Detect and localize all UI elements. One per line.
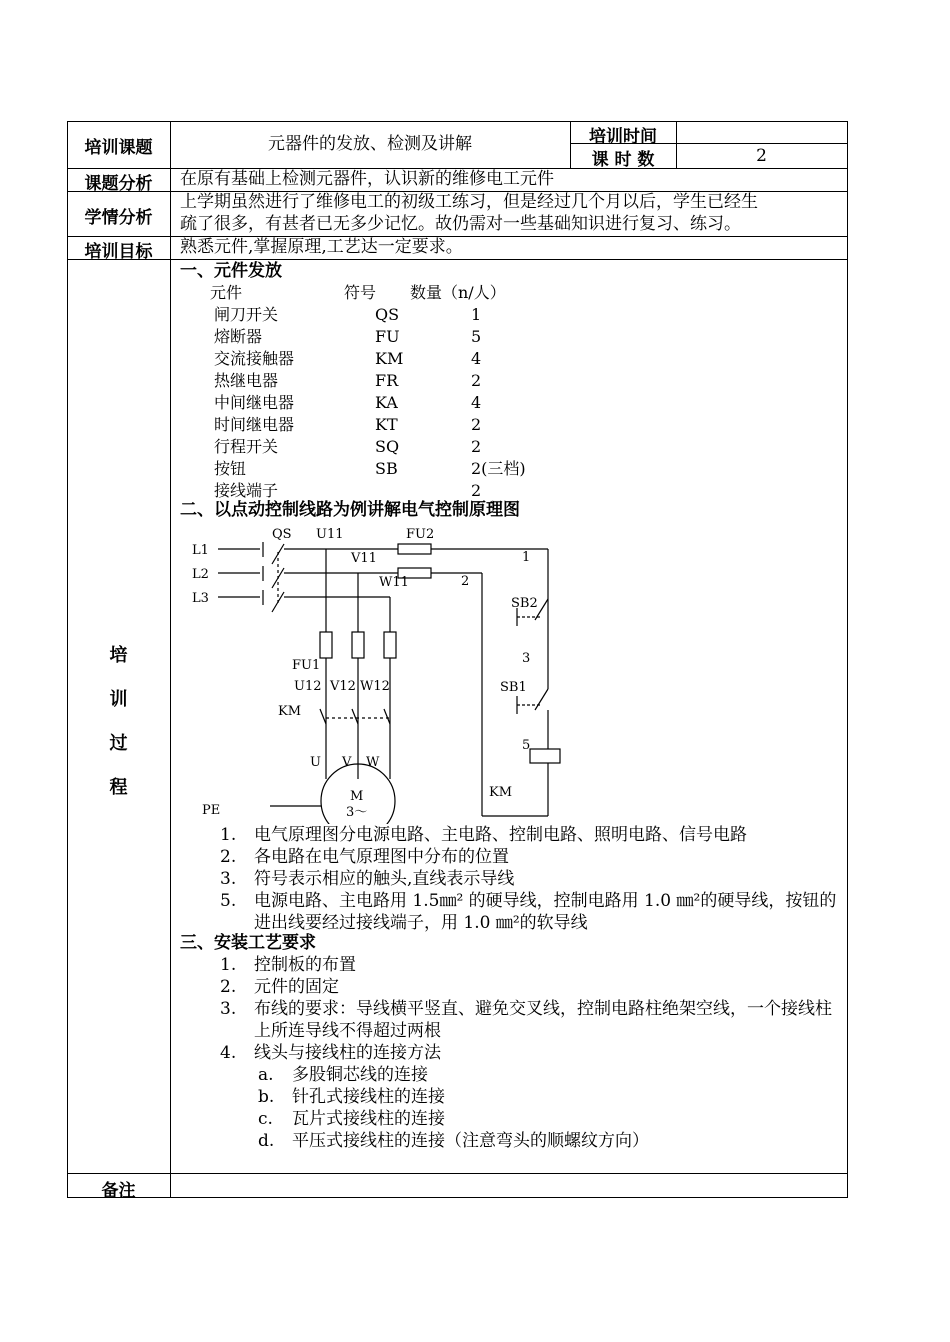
component-qty: 2(三档) [471,459,526,478]
list-item-text: 电气原理图分电源电路、主电路、控制电路、照明电路、信号电路 [254,825,747,845]
label-motor-m: M [350,789,364,804]
component-symbol: QS [375,305,400,324]
topic-label: 培训课题 [84,138,153,158]
label-pe: PE [202,803,221,818]
analysis-label: 课题分析 [84,174,153,194]
component-name: 熔断器 [214,327,263,346]
list-item-text: 针孔式接线柱的连接 [292,1087,445,1107]
list-item-text: 瓦片式接线柱的连接 [292,1109,445,1129]
component-symbol: SB [375,459,398,478]
label-motor-3: 3～ [346,805,368,820]
goal-text: 熟悉元件,掌握原理,工艺达一定要求。 [180,237,463,257]
hours-label: 课 时 数 [591,150,655,170]
analysis-text: 在原有基础上检测元器件，认识新的维修电工元件 [180,169,554,189]
label-u12: U12 [294,679,322,694]
component-qty: 4 [471,349,482,368]
list-item-number: 1. [220,955,237,975]
process-label-char: 过 [109,733,128,754]
component-name: 交流接触器 [214,349,295,368]
training-time-label: 培训时间 [589,127,657,147]
component-qty: 2 [471,437,482,456]
component-name: 中间继电器 [214,393,295,412]
label-n1: 1 [522,550,531,565]
component-symbol: FU [375,327,400,346]
section1-title: 一、元件发放 [180,261,282,281]
component-name: 行程开关 [214,437,279,456]
remarks-label: 备注 [101,1181,136,1201]
label-w12: W12 [360,679,390,694]
component-name: 时间继电器 [214,415,295,434]
list-item-number: 1. [220,825,237,845]
component-qty: 5 [471,327,482,346]
list-item-text: 各电路在电气原理图中分布的位置 [254,847,509,867]
list-item-number: c. [258,1109,273,1129]
header-symbol: 符号 [344,283,377,302]
component-symbol: FR [375,371,399,390]
label-qs: QS [272,527,292,542]
list-item-number: d. [258,1131,275,1151]
section2-title: 二、以点动控制线路为例讲解电气控制原理图 [180,500,520,520]
topic-value: 元器件的发放、检测及讲解 [268,134,472,154]
list-item-number: 3. [220,869,237,889]
list-item-text: 多股铜芯线的连接 [292,1065,428,1085]
component-symbol: KA [375,393,398,412]
label-l1: L1 [192,543,209,558]
component-qty: 2 [471,481,482,500]
list-item-number: 2. [220,847,237,867]
label-n2: 2 [461,574,470,589]
section3-title: 三、安装工艺要求 [180,933,316,953]
list-item-number: b. [258,1087,275,1107]
label-v: V [342,755,352,770]
label-fu2: FU2 [406,527,435,542]
diagram-contacts [320,599,548,749]
component-qty: 4 [471,393,482,412]
list-item-number: a. [258,1065,274,1085]
list-item-text: 元件的固定 [254,977,339,997]
component-qty: 2 [471,415,482,434]
list-item-number: 2. [220,977,237,997]
list-item-text: 布线的要求：导线横平竖直、避免交叉线，控制电路柱绝架空线，一个接线柱上所连导线不得超过两根 [254,999,832,1041]
label-n5: 5 [522,738,531,753]
process-label-char: 训 [109,689,128,710]
goal-label: 培训目标 [84,242,153,262]
list-item-text: 符号表示相应的触头,直线表示导线 [254,869,515,889]
list-item-text: 线头与接线柱的连接方法 [254,1043,441,1063]
label-v12: V12 [330,679,356,694]
label-u11: U11 [316,527,344,542]
label-u: U [310,755,321,770]
learner-text-line1: 上学期虽然进行了维修电工的初级工练习，但是经过几个月以后，学生已经生 [180,192,758,212]
list-item-text: 电源电路、主电路用 1.5㎜² 的硬导线，控制电路用 1.0 ㎜²的硬导线，按钮的进出线要经过接线端子，用 1.0 ㎜²的软导线 [254,891,837,933]
label-l3: L3 [192,591,209,606]
label-fu1: FU1 [292,658,321,673]
component-qty: 1 [471,305,482,324]
hours-value: 2 [756,146,767,166]
component-qty: 2 [471,371,482,390]
list-item-text: 平压式接线柱的连接（注意弯头的顺螺纹方向） [292,1131,649,1151]
learner-label: 学情分析 [84,208,153,228]
lesson-plan-table [67,121,848,1201]
label-l2: L2 [192,567,209,582]
component-name: 热继电器 [214,371,279,390]
component-symbol: KT [375,415,398,434]
process-label-char: 程 [109,777,128,798]
control-circuit-diagram [180,524,580,824]
header-qty: 数量（n/人） [410,283,506,302]
component-name: 闸刀开关 [214,305,279,324]
label-n3: 3 [522,651,531,666]
label-v11: V11 [351,551,377,566]
header-name: 元件 [210,283,243,302]
learner-text-line2: 疏了很多，有甚者已无多少记忆。故仍需对一些基础知识进行复习、练习。 [180,214,741,234]
label-km-coil: KM [489,785,513,800]
list-item-number: 4. [220,1043,237,1063]
component-name: 接线端子 [214,481,279,500]
list-item-number: 3. [220,999,237,1019]
label-km-main: KM [278,704,302,719]
label-w11: W11 [379,575,409,590]
process-label-char: 培 [109,645,128,666]
label-sb2: SB2 [511,596,538,611]
label-sb1: SB1 [500,680,527,695]
label-w: W [366,755,380,770]
list-item-text: 控制板的布置 [254,955,356,975]
list-item-number: 5. [220,891,237,911]
component-name: 按钮 [214,459,247,478]
component-symbol: KM [375,349,404,368]
component-symbol: SQ [375,437,400,456]
